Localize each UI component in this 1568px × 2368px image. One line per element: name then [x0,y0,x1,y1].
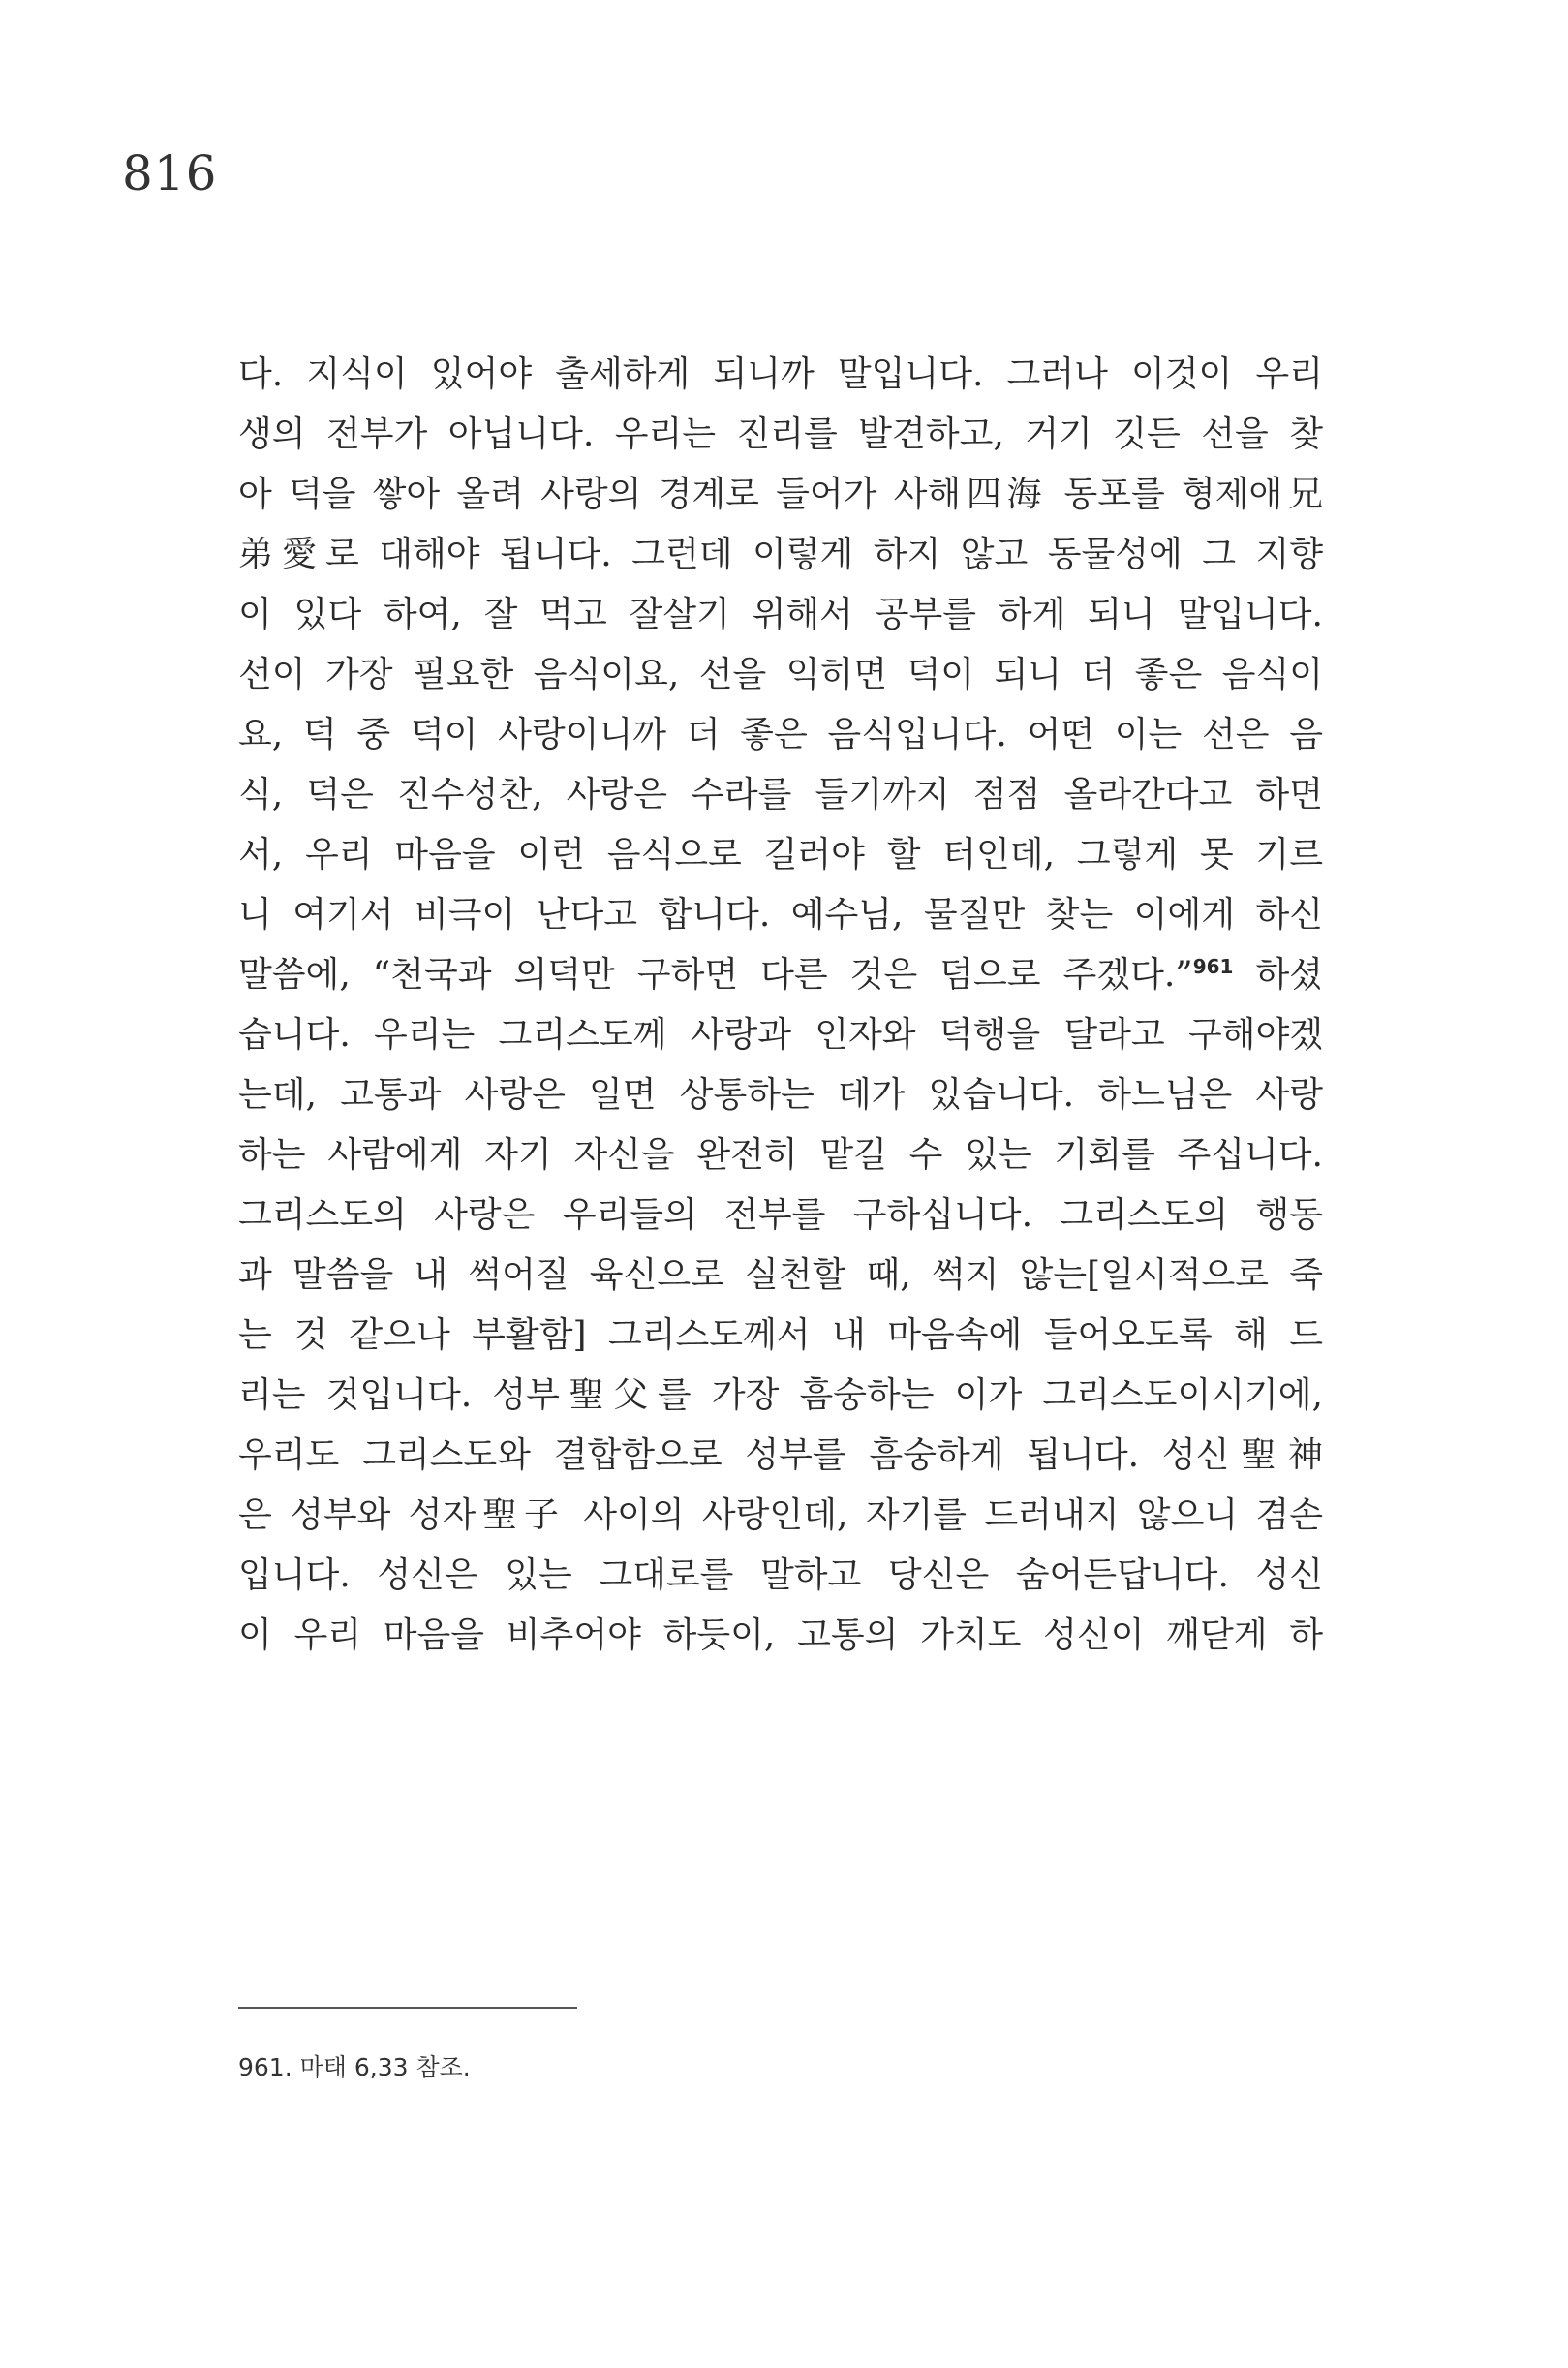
text-line-14: 하는 사람에게 자기 자신을 완전히 맡길 수 있는 기회를 주십니다. [238,1135,1323,1175]
text-line-22: 이 우리 마음을 비추어야 하듯이, 고통의 가치도 성신이 깨닫게 하 [238,1615,1323,1655]
page-number: 816 [122,145,218,201]
text-line-15: 그리스도의 사랑은 우리들의 전부를 구하십니다. 그리스도의 행동 [238,1195,1323,1235]
text-line-21: 입니다. 성신은 있는 그대로를 말하고 당신은 숨어든답니다. 성신 [238,1555,1323,1595]
text-line-11 [238,945,1323,1005]
text-line-3: 아 덕을 쌓아 올려 사랑의 경계로 들어가 사해四海 동포를 형제애兄 [238,475,1323,514]
text-line-6: 선이 가장 필요한 음식이요, 선을 익히면 덕이 되니 더 좋은 음식이 [238,655,1323,694]
text-line-9: 서, 우리 마음을 이런 음식으로 길러야 할 터인데, 그렇게 못 기르 [238,835,1323,875]
text-line-10: 니 여기서 비극이 난다고 합니다. 예수님, 물질만 찾는 이에게 하신 [238,895,1323,935]
text-line-8: 식, 덕은 진수성찬, 사랑은 수라를 들기까지 점점 올라간다고 하면 [238,775,1323,815]
text-line-11-tail: 하셨 [1233,955,1323,995]
text-line-20: 은 성부와 성자聖子 사이의 사랑인데, 자기를 드러내지 않으니 겸손 [238,1495,1323,1535]
footnote-961: 961. 마태 6,33 참조. [238,2053,471,2081]
text-line-16: 과 말씀을 내 썩어질 육신으로 실천할 때, 썩지 않는[일시적으로 죽 [238,1255,1323,1295]
text-line-11-main: 말씀에, “천국과 의덕만 구하면 다른 것은 덤으로 주겠다.” [238,955,1193,995]
text-line-1: 다. 지식이 있어야 출세하게 되니까 말입니다. 그러나 이것이 우리 [238,354,1323,394]
text-line-5: 이 있다 하여, 잘 먹고 잘살기 위해서 공부를 하게 되니 말입니다. [238,595,1323,634]
footnote-divider [238,2007,577,2009]
footnote-reference[interactable]: 961 [1192,955,1234,978]
text-line-7: 요, 덕 중 덕이 사랑이니까 더 좋은 음식입니다. 어떤 이는 선은 음 [238,715,1323,754]
text-line-13: 는데, 고통과 사랑은 일면 상통하는 데가 있습니다. 하느님은 사랑 [238,1075,1323,1115]
body-text [238,345,1323,1666]
text-line-12: 습니다. 우리는 그리스도께 사랑과 인자와 덕행을 달라고 구해야겠 [238,1015,1323,1055]
text-line-18: 리는 것입니다. 성부聖父를 가장 흠숭하는 이가 그리스도이시기에, [238,1375,1323,1415]
text-line-4: 弟愛로 대해야 됩니다. 그런데 이렇게 하지 않고 동물성에 그 지향 [238,535,1323,574]
text-line-19: 우리도 그리스도와 결합함으로 성부를 흠숭하게 됩니다. 성신聖神 [238,1435,1323,1475]
text-line-2: 생의 전부가 아닙니다. 우리는 진리를 발견하고, 거기 깃든 선을 찾 [238,415,1323,454]
text-line-17: 는 것 같으나 부활함] 그리스도께서 내 마음속에 들어오도록 해 드 [238,1315,1323,1355]
